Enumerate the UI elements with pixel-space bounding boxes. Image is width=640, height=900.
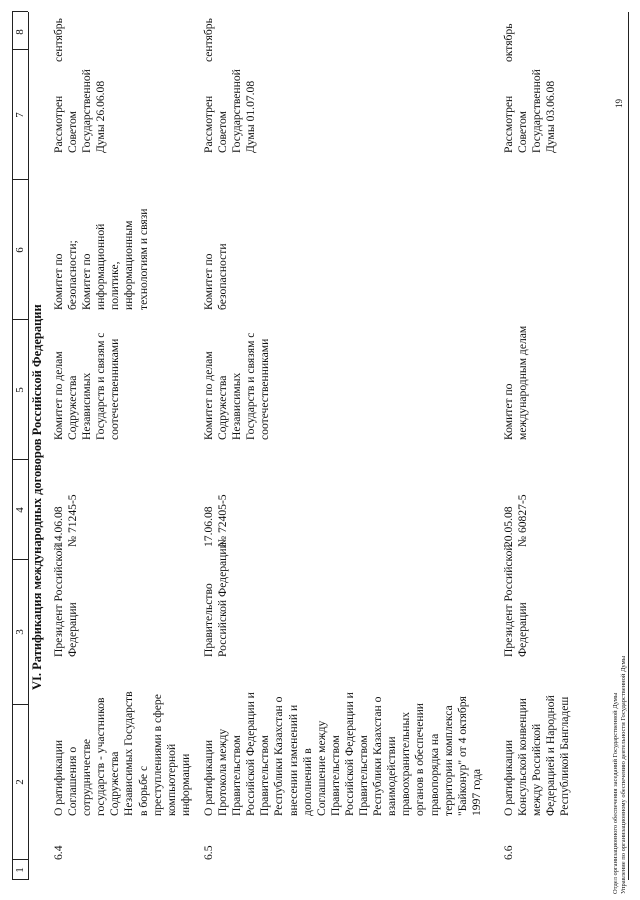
row-6-4-status: Рассмотрен Советом Государственной Думы 26.06.08 — [52, 69, 108, 153]
row-6-5-registration: 17.06.08 № 72405-5 — [202, 494, 230, 547]
row-6-6-committee: Комитет по международным делам — [502, 325, 530, 440]
row-6-6-status: Рассмотрен Советом Государственной Думы 03.06.08 — [502, 69, 558, 153]
row-6-5-number: 6.5 — [202, 845, 215, 860]
col-num-2: 2 — [14, 779, 26, 785]
row-6-4-month: сентябрь — [52, 18, 65, 62]
section-title: VI. Ратификация международных договоров Российской Федерации — [30, 304, 44, 690]
col-num-3: 3 — [14, 629, 26, 635]
row-6-4-registration: 14.06.08 № 71245-5 — [52, 494, 80, 547]
col-num-4: 4 — [14, 507, 26, 513]
row-6-6-number: 6.6 — [502, 845, 515, 860]
row-6-5-co-committees: Комитет по безопасности — [202, 243, 230, 310]
col-sep-7 — [12, 49, 28, 50]
footer-directorate: Управление по организационному обеспечению деятельности Государственной Думы — [620, 655, 627, 894]
column-header-divider — [28, 12, 29, 880]
footer-department: Отдел организационного обеспечения заседаний Государственной Думы — [612, 692, 619, 894]
col-num-1: 1 — [14, 867, 26, 873]
table-bottom-border — [628, 12, 629, 880]
row-6-5-status: Рассмотрен Советом Государственной Думы 01.07.08 — [202, 69, 258, 153]
col-sep-8 — [12, 11, 28, 12]
col-num-8: 8 — [14, 29, 26, 35]
row-6-4-initiator: Президент Российской Федерации — [52, 544, 80, 657]
col-num-5: 5 — [14, 387, 26, 393]
row-6-5-initiator: Правительство Российской Федерации — [202, 542, 230, 657]
row-6-5-title: О ратификации Протокола между Правительством Российской Федерации и Правительством Республики Казахстан о внесении изменений и дополнений в Соглашение между Правительством Российской Федерации и Правительством Республики Казахстан о взаимодействии правоохранительных органов в обеспечении правопорядка на территории комплекса "Байконур" от 4 октября 1997 года — [202, 692, 483, 816]
page-number: 19 — [614, 99, 624, 108]
row-6-4-title: О ратификации Соглашения о сотрудничестве государств - участников Содружества Независимых Государств в борьбе с преступлениями в сфере компьютерной информации — [52, 691, 192, 816]
row-6-4-committee: Комитет по делам Содружества Независимых Государств и связям с соотечественниками — [52, 332, 122, 440]
col-num-6: 6 — [14, 247, 26, 253]
row-6-4-co-committees: Комитет по безопасности; Комитет по информационной политике, информационным технологиям и связи — [52, 208, 150, 310]
table-top-border — [12, 12, 13, 880]
row-6-5-month: сентябрь — [202, 18, 215, 62]
row-6-5-committee: Комитет по делам Содружества Независимых Государств и связям с соотечественниками — [202, 332, 272, 440]
row-6-6-initiator: Президент Российской Федерации — [502, 544, 530, 657]
row-6-6-title: О ратификации Консульской конвенции между Российской Федерацией и Народной Республикой Бангладеш — [502, 695, 572, 816]
row-6-6-month: октябрь — [502, 23, 515, 62]
col-sep-6 — [12, 179, 28, 180]
col-sep-3 — [12, 559, 28, 560]
col-sep-4 — [12, 459, 28, 460]
col-num-7: 7 — [14, 112, 26, 118]
col-sep-2 — [12, 704, 28, 705]
col-sep-5 — [12, 319, 28, 320]
row-6-6-registration: 20.05.08 № 60827-5 — [502, 494, 530, 547]
row-6-4-number: 6.4 — [52, 845, 65, 860]
